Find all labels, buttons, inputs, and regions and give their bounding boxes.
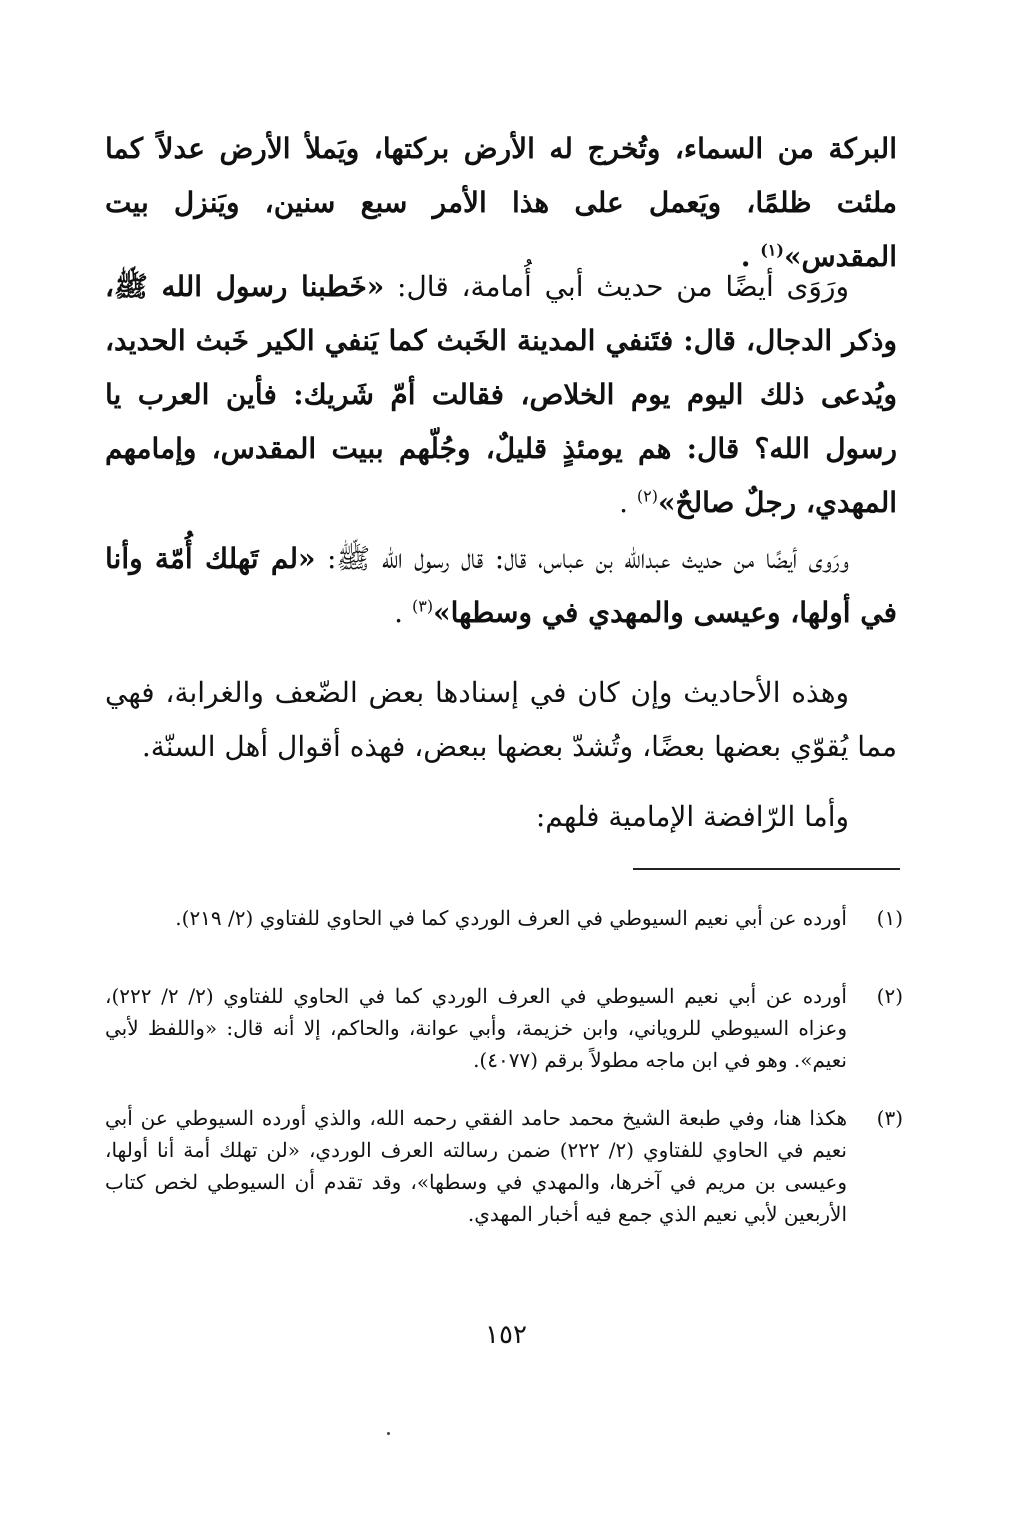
paragraph-5 [105,790,897,844]
paragraph-1-end: . [740,240,751,273]
footnote-1-number: (١) [876,906,903,930]
footnote-ref-2: (٢) [636,486,658,506]
footnote-2 [105,980,903,1076]
footnote-3-body [105,1102,903,1230]
paragraph-3-body [105,532,897,640]
footnote-1-text: أورده عن أبي نعيم السيوطي في العرف الوردي كما في الحاوي للفتاوي (٢/ ٢١٩). [175,906,847,930]
paragraph-4-text: وهذه الأحاديث وإن كان في إسنادها بعض الضّعف والغرابة، فهي مما يُقوّي بعضها بعضًا، وتُشدّ بعضها ببعض، فهذه أقوال أهل السنّة. [105,676,897,763]
paragraph-3-end: . [394,596,404,629]
footnote-1-body [105,902,903,934]
footnote-3 [105,1102,903,1230]
footnote-3-number: (٣) [876,1106,903,1130]
footnote-1 [105,902,903,934]
paragraph-2-body [105,260,897,530]
paragraph-1-text: البركة من السماء، وتُخرج له الأرض بركتها، ويَملأ الأرض عدلاً كما ملئت ظلمًا، ويَعمل على هذا الأمر سبع سنين، ويَنزل بيت المقدس» [105,132,897,273]
hadith-quote-2: «خَطبنا رسول الله ﷺ، وذكر الدجال، قال: فتَنفي المدينة الخَبث كما يَنفي الكير خَبث الحديد، ويُدعى ذلك اليوم يوم الخلاص، فقالت أمّ شَريك: فأين العرب يا رسول الله؟ قال: هم يومئذٍ قليلٌ، وجُلّهم ببيت المقدس، وإمامهم المهدي، رجلٌ صالحٌ» [105,270,897,519]
paragraph-5-text: وأما الرّافضة الإمامية فلهم: [535,800,849,833]
scan-speck [387,1432,390,1435]
page-number: ١٥٢ [485,1320,527,1350]
paragraph-3-intro: ورَوى أيضًا من حديث عبدالله بن عباس، قال: قال رسول الله ﷺ: [315,542,849,575]
footnote-3-text: هكذا هنا، وفي طبعة الشيخ محمد حامد الفقي رحمه الله، والذي أورده السيوطي عن أبي نعيم في الحاوي للفتاوي (٢/ ٢٢٢) ضمن رسالته العرف الوردي، «لن تهلك أمة أنا أولها، وعيسى بن مريم في آخرها، والمهدي في وسطها»، وقد تقدم أن السيوطي لخص كتاب الأربعين لأبي نعيم الذي جمع فيه أخبار المهدي. [105,1106,847,1226]
footnote-2-body [105,980,903,1076]
paragraph-3 [105,532,897,640]
footnote-2-number: (٢) [876,984,903,1008]
hadith-quote-3: «لم تَهلك أُمّة وأنا في أولها، وعيسى والمهدي في وسطها» [105,542,897,629]
footnote-ref-3: (٣) [411,596,434,616]
footnote-separator [633,868,900,870]
paragraph-2-intro: ورَوَى أيضًا من حديث أبي أُمامة، قال: [384,270,849,303]
paragraph-4 [105,666,897,774]
footnote-ref-1: (١) [760,240,784,260]
paragraph-2 [105,260,897,530]
paragraph-2-end: . [619,486,628,519]
footnote-2-text: أورده عن أبي نعيم السيوطي في العرف الوردي كما في الحاوي للفتاوي (٢/ ٢/ ٢٢٢)، وعزاه السيوطي للروياني، وابن خزيمة، وأبي عوانة، والحاكم، إلا أنه قال: «واللفظ لأبي نعيم». وهو في ابن ماجه مطولاً برقم (٤٠٧٧). [105,984,847,1072]
